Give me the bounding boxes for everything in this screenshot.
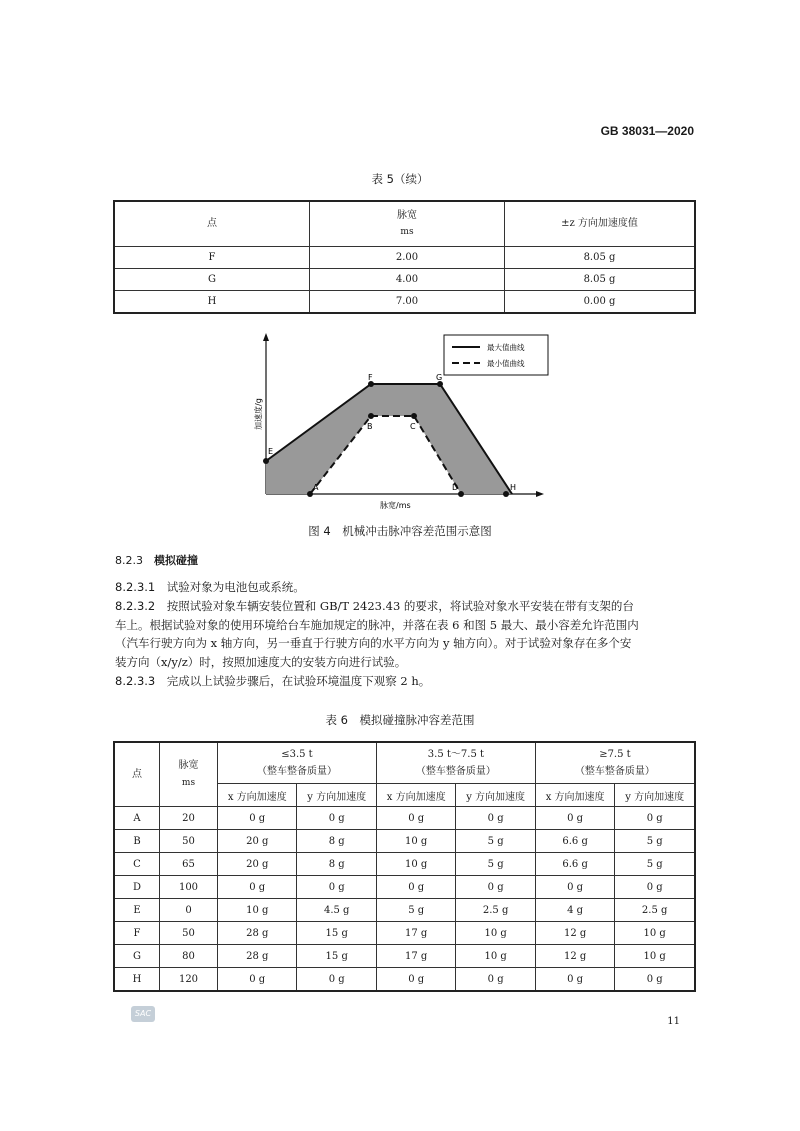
point-d bbox=[458, 491, 464, 497]
point-b bbox=[368, 413, 374, 419]
table-cell: 12 g bbox=[535, 922, 614, 945]
table-cell: 10 g bbox=[615, 945, 695, 968]
legend-box bbox=[444, 335, 548, 375]
table-row bbox=[114, 945, 695, 968]
sac-logo: SAC bbox=[131, 1006, 155, 1022]
t6-header-x1: x 方向加速度 bbox=[218, 784, 297, 807]
table-cell: 50 bbox=[160, 922, 218, 945]
table-row: F 2.00 8.05 g bbox=[114, 247, 695, 269]
table-cell: 0 g bbox=[297, 807, 376, 830]
table-cell: 17 g bbox=[376, 945, 455, 968]
label-a: A bbox=[313, 483, 319, 492]
legend-max-label: 最大值曲线 bbox=[487, 343, 525, 352]
table-cell: 4 g bbox=[535, 899, 614, 922]
table5-caption: 表 5（续） bbox=[371, 172, 429, 186]
table-cell: 4.5 g bbox=[297, 899, 376, 922]
label-f: F bbox=[368, 373, 373, 382]
table-cell: 15 g bbox=[297, 922, 376, 945]
table-cell: 65 bbox=[160, 853, 218, 876]
table-cell: 5 g bbox=[615, 830, 695, 853]
table-cell: 0 g bbox=[615, 876, 695, 899]
table-row bbox=[114, 899, 695, 922]
table-cell: 10 g bbox=[218, 899, 297, 922]
table-cell: 120 bbox=[160, 968, 218, 992]
table-cell: 0 g bbox=[218, 807, 297, 830]
table-cell: E bbox=[114, 899, 160, 922]
figure4-diagram bbox=[240, 330, 550, 510]
table-row: G 4.00 8.05 g bbox=[114, 269, 695, 291]
table-cell: 20 g bbox=[218, 853, 297, 876]
table-cell: 0 g bbox=[615, 807, 695, 830]
table-cell: 0 g bbox=[376, 968, 455, 992]
table-cell: 6.6 g bbox=[535, 853, 614, 876]
table-cell: B bbox=[114, 830, 160, 853]
table-cell: A bbox=[114, 807, 160, 830]
table-cell: 5 g bbox=[376, 899, 455, 922]
table-row: H 7.00 0.00 g bbox=[114, 291, 695, 314]
label-d: D bbox=[452, 483, 459, 492]
table-cell: 0 g bbox=[218, 876, 297, 899]
table6-body bbox=[114, 807, 695, 992]
table-row bbox=[114, 968, 695, 992]
t6-header-y2: y 方向加速度 bbox=[456, 784, 535, 807]
label-c: C bbox=[410, 422, 416, 431]
table-cell: 80 bbox=[160, 945, 218, 968]
paragraph-8-2-3-3: 8.2.3.3 完成以上试验步骤后，在试验环境温度下观察 2 h。 bbox=[115, 674, 431, 688]
table-cell: 17 g bbox=[376, 922, 455, 945]
t6-header-point: 点 bbox=[114, 742, 160, 807]
table-cell: 0 g bbox=[535, 876, 614, 899]
x-axis-label: 脉宽/ms bbox=[380, 501, 411, 510]
t6-header-y3: y 方向加速度 bbox=[615, 784, 695, 807]
table-row bbox=[114, 922, 695, 945]
table-cell: 5 g bbox=[456, 830, 535, 853]
table-cell: 0 g bbox=[376, 876, 455, 899]
table-row bbox=[114, 853, 695, 876]
table-cell: 0 g bbox=[376, 807, 455, 830]
table-cell: G bbox=[114, 945, 160, 968]
t6-header-width: 脉宽 ms bbox=[160, 742, 218, 807]
x-axis-arrow bbox=[536, 491, 544, 497]
table-cell: 15 g bbox=[297, 945, 376, 968]
table-row bbox=[114, 830, 695, 853]
t6-header-group3: ≥7.5 t （整车整备质量） bbox=[535, 742, 695, 784]
t6-header-x2: x 方向加速度 bbox=[376, 784, 455, 807]
table-cell: 0 g bbox=[297, 968, 376, 992]
document-code: GB 38031—2020 bbox=[600, 124, 694, 138]
table-cell: 8 g bbox=[297, 830, 376, 853]
table-cell: H bbox=[114, 968, 160, 992]
table-cell: 0 g bbox=[535, 807, 614, 830]
table-cell: D bbox=[114, 876, 160, 899]
table-cell: 0 g bbox=[297, 876, 376, 899]
y-axis-label: 加速度/g bbox=[254, 398, 263, 430]
paragraph-8-2-3-2: 8.2.3.2 按照试验对象车辆安装位置和 GB/T 2423.43 的要求，将试验对象水平安装在带有支架的台 车上。根据试验对象的使用环境给台车施加规定的脉冲，并落在表 6 和图 5 最大、最小容差允许范围内 （汽车行驶方向为 x 轴方向，另一垂直于行驶方向的水平方向为 y 轴方向）。对于试验对象存在多个安 装方向（x/y/z）时，按照加速度大的安装方向进行试验。 bbox=[115, 599, 639, 669]
table-cell: 0 g bbox=[535, 968, 614, 992]
table-cell: 50 bbox=[160, 830, 218, 853]
table-cell: 5 g bbox=[615, 853, 695, 876]
label-b: B bbox=[367, 422, 373, 431]
section-heading: 8.2.3 模拟碰撞 bbox=[115, 554, 198, 567]
t6-header-y1: y 方向加速度 bbox=[297, 784, 376, 807]
table-cell: 5 g bbox=[456, 853, 535, 876]
table-cell: 20 g bbox=[218, 830, 297, 853]
table-cell: 10 g bbox=[456, 945, 535, 968]
table-cell: 12 g bbox=[535, 945, 614, 968]
t6-header-group1: ≤3.5 t （整车整备质量） bbox=[218, 742, 377, 784]
table-row bbox=[114, 876, 695, 899]
table-cell: 10 g bbox=[376, 853, 455, 876]
table-cell: 100 bbox=[160, 876, 218, 899]
paragraph-8-2-3-1: 8.2.3.1 试验对象为电池包或系统。 bbox=[115, 580, 305, 594]
point-c bbox=[411, 413, 417, 419]
table-cell: 6.6 g bbox=[535, 830, 614, 853]
table-cell: 0 g bbox=[218, 968, 297, 992]
table-row bbox=[114, 807, 695, 830]
figure4-caption: 图 4 机械冲击脉冲容差范围示意图 bbox=[308, 524, 492, 538]
y-axis-arrow bbox=[263, 333, 269, 341]
table-cell: 2.5 g bbox=[456, 899, 535, 922]
label-g: G bbox=[436, 373, 443, 382]
legend-min-label: 最小值曲线 bbox=[487, 359, 525, 368]
page-number: 11 bbox=[667, 1016, 680, 1027]
table-cell: 10 g bbox=[615, 922, 695, 945]
table-cell: 0 g bbox=[456, 807, 535, 830]
table-cell: 10 g bbox=[456, 922, 535, 945]
table-cell: 0 bbox=[160, 899, 218, 922]
table-cell: 0 g bbox=[456, 968, 535, 992]
t6-header-group2: 3.5 t～7.5 t （整车整备质量） bbox=[376, 742, 535, 784]
table-cell: 0 g bbox=[456, 876, 535, 899]
table-cell: 28 g bbox=[218, 922, 297, 945]
table-cell: F bbox=[114, 922, 160, 945]
table-cell: C bbox=[114, 853, 160, 876]
table-cell: 2.5 g bbox=[615, 899, 695, 922]
t5-header-width: 脉宽 ms bbox=[310, 201, 505, 247]
table-cell: 8 g bbox=[297, 853, 376, 876]
table5 bbox=[113, 200, 696, 314]
point-h bbox=[503, 491, 509, 497]
table-cell: 10 g bbox=[376, 830, 455, 853]
table-cell: 0 g bbox=[615, 968, 695, 992]
t5-header-accel: ±z 方向加速度值 bbox=[505, 201, 696, 247]
table-cell: 20 bbox=[160, 807, 218, 830]
point-e bbox=[263, 458, 269, 464]
label-e: E bbox=[268, 447, 274, 456]
table6 bbox=[113, 741, 696, 992]
table6-caption: 表 6 模拟碰撞脉冲容差范围 bbox=[325, 713, 475, 727]
table-cell: 28 g bbox=[218, 945, 297, 968]
t6-header-x3: x 方向加速度 bbox=[535, 784, 614, 807]
t5-header-point: 点 bbox=[114, 201, 310, 247]
label-h: H bbox=[510, 483, 517, 492]
